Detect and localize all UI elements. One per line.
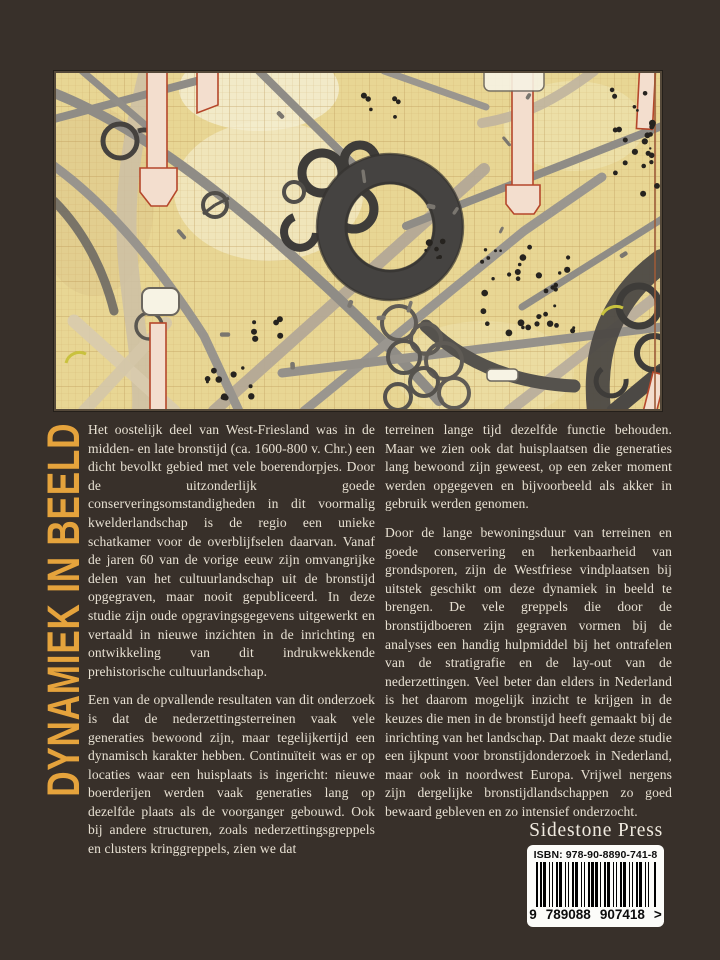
isbn-barcode <box>527 845 664 927</box>
blurb-paragraph: Een van de opvallende resultaten van dit onderzoek is dat de nederzettingsterreinen vaak vele generaties bewoond zijn, maar tegelijkertijd een dynamisch karakter hebben. Continuïteit was er op locaties waar een huisplaats is ingericht: nieuwe boerderijen werden vaak generaties lang op dezelfde plaats als de voorganger gebouwd. Ook bij andere structuren, zoals nederzettingsgreppels en clusters kringgreppels, zien we dat <box>88 692 375 857</box>
ean-number: 9 789088 907418 > <box>529 907 662 922</box>
blurb-column-right <box>385 421 672 831</box>
blurb-paragraph: Het oostelijk deel van West-Friesland was in de midden- en late bronstijd (ca. 1600-800 v. Chr.) een dicht bevolkt gebied met vele boerendorpjes. Door de uitzonderlijk goede conserveringsomstandigheden in dit voormalig kwelderlandschap is de regio een unieke schatkamer voor de overblijfselen daarvan. Vanaf de jaren 60 van de vorige eeuw zijn omvangrijke delen van het cultuurlandschap uit de bronstijd opgegraven, maar nooit gepubliceerd. In deze studie zijn oude opgravingsgegevens uitgewerkt en vertaald in nieuwe inzichten in de inrichting en ontwikkeling van dit indrukwekkende prehistorische cultuurlandschap. <box>88 422 375 679</box>
blurb-column-left <box>88 421 375 869</box>
artwork-svg <box>54 71 662 411</box>
vertical-title-text: DYNAMIEK IN BEELD <box>38 422 89 798</box>
publisher-name: Sidestone Press <box>529 820 663 841</box>
vertical-title <box>32 412 96 808</box>
isbn-label: ISBN: 978-90-8890-741-8 <box>533 849 658 861</box>
barcode-bars <box>536 862 656 908</box>
blurb-paragraph: Door de lange bewoningsduur van terreinen en goede conservering en herkenbaarheid van grondsporen, zijn de Westfriese vindplaatsen bij uitstek geschikt om deze dynamiek in beeld te brengen. De vele greppels die door de bronstijdboeren zijn gegraven vormen bij de analyses een handig hulpmiddel bij het ontrafelen van de stratigrafie en de lay-out van de nederzettingen. Veel beter dan elders in Nederland is het daarom mogelijk inzicht te krijgen in de keuzes die men in de bronstijd heeft gemaakt bij de inrichting van het landschap. Dat maakt deze studie een ijkpunt voor bronstijdonderzoek in Nederland, maar ook in noordwest Europa. Vrijwel nergens zijn dergelijke bronstijdlandschappen zo goed bewaard gebleven en zo intensief onderzocht. <box>385 524 672 819</box>
blurb-paragraph: terreinen lange tijd dezelfde functie behouden. Maar we zien ook dat huisplaatsen die generaties lang bewoond zijn geweest, op een zeker moment werden opgegeven en bijvoorbeeld als akker in gebruik werden genomen. <box>385 422 672 512</box>
cover-artwork <box>54 71 662 411</box>
ean-quiet-zone-indicator: > <box>653 907 662 922</box>
